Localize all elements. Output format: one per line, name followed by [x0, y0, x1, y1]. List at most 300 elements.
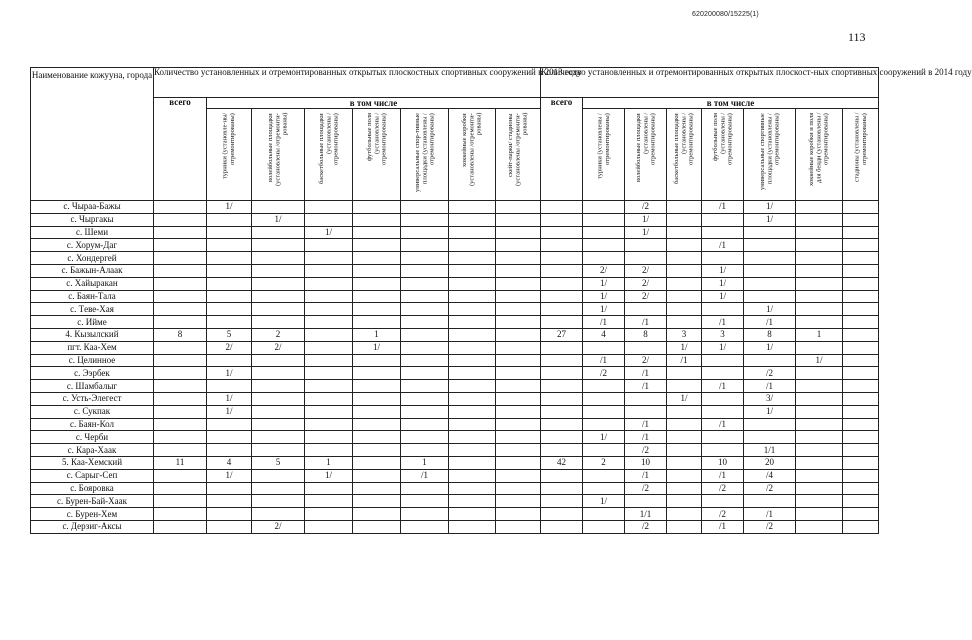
table-cell: /2: [583, 367, 625, 380]
table-cell: [843, 213, 879, 226]
table-cell: /1: [702, 316, 744, 329]
table-cell: [541, 226, 583, 239]
header-col-2013-universal: [401, 109, 449, 201]
table-cell: [305, 520, 353, 533]
table-cell: [449, 354, 496, 367]
table-cell: [154, 239, 207, 252]
header-col-2013-football: [353, 109, 401, 201]
table-cell: 2/: [625, 354, 667, 367]
table-cell: 1/: [305, 226, 353, 239]
table-cell: [207, 226, 252, 239]
table-cell: [449, 264, 496, 277]
header-including-2013: в том числе: [207, 98, 541, 109]
table-cell: [401, 444, 449, 457]
table-cell: [401, 213, 449, 226]
table-row: [31, 482, 879, 495]
table-cell: [796, 316, 843, 329]
table-cell: [667, 226, 702, 239]
table-cell: /1: [702, 201, 744, 214]
table-cell: [401, 508, 449, 521]
table-cell: [625, 252, 667, 265]
table-cell: 5: [207, 328, 252, 341]
table-cell: 1/: [667, 392, 702, 405]
table-cell: [154, 303, 207, 316]
table-cell: [207, 444, 252, 457]
table-cell: [353, 316, 401, 329]
table-cell: 1/: [583, 290, 625, 303]
table-row: [31, 303, 879, 316]
row-name: с. Шамбалыг: [31, 380, 154, 393]
table-cell: [252, 290, 305, 303]
table-cell: /1: [702, 380, 744, 393]
row-name: с. Бурен-Бай-Хаак: [31, 495, 154, 508]
table-cell: /1: [625, 431, 667, 444]
table-cell: /1: [702, 469, 744, 482]
table-cell: [353, 520, 401, 533]
table-cell: [401, 482, 449, 495]
table-cell: 2/: [583, 264, 625, 277]
table-row: [31, 328, 879, 341]
table-cell: 1/: [744, 341, 796, 354]
table-cell: 20: [744, 456, 796, 469]
table-cell: /1: [744, 316, 796, 329]
table-cell: [796, 213, 843, 226]
table-cell: [449, 469, 496, 482]
table-cell: [207, 431, 252, 444]
table-cell: [154, 444, 207, 457]
table-cell: 2: [252, 328, 305, 341]
table-cell: [843, 444, 879, 457]
table-cell: [449, 328, 496, 341]
table-cell: 1/: [305, 469, 353, 482]
table-cell: [154, 277, 207, 290]
table-cell: /1: [625, 380, 667, 393]
table-cell: 1/: [583, 431, 625, 444]
table-row: [31, 201, 879, 214]
row-name: с. Кара-Хаак: [31, 444, 154, 457]
table-cell: [496, 226, 541, 239]
table-cell: [541, 520, 583, 533]
table-cell: [667, 495, 702, 508]
table-cell: 1: [796, 328, 843, 341]
table-cell: [583, 226, 625, 239]
table-cell: 11: [154, 456, 207, 469]
table-cell: [401, 367, 449, 380]
header-col-label: турники (установлены /отремонтированы): [596, 113, 611, 179]
table-body: [31, 201, 879, 534]
table-cell: [744, 354, 796, 367]
table-cell: [305, 508, 353, 521]
table-cell: 1/: [625, 226, 667, 239]
table-cell: /2: [625, 444, 667, 457]
row-name: с. Баян-Кол: [31, 418, 154, 431]
row-name: с. Бурен-Хем: [31, 508, 154, 521]
table-cell: 1/: [583, 495, 625, 508]
table-cell: /1: [667, 354, 702, 367]
table-cell: [353, 392, 401, 405]
header-col-label: хоккейные коробки (установлены /отремонти-рованы): [461, 113, 483, 186]
table-cell: [305, 239, 353, 252]
table-row: [31, 341, 879, 354]
table-cell: [583, 469, 625, 482]
table-cell: /1: [625, 418, 667, 431]
table-cell: [796, 392, 843, 405]
table-cell: [583, 405, 625, 418]
table-cell: [252, 508, 305, 521]
table-cell: [796, 431, 843, 444]
table-cell: [353, 201, 401, 214]
table-cell: [843, 431, 879, 444]
table-cell: [252, 239, 305, 252]
table-row: [31, 252, 879, 265]
table-cell: [252, 303, 305, 316]
row-name: пгт. Каа-Хем: [31, 341, 154, 354]
table-cell: [154, 418, 207, 431]
table-cell: [207, 482, 252, 495]
table-cell: [796, 252, 843, 265]
table-cell: [541, 380, 583, 393]
table-cell: [843, 341, 879, 354]
table-cell: [252, 226, 305, 239]
table-cell: [401, 418, 449, 431]
table-cell: 4: [583, 328, 625, 341]
table-cell: [744, 264, 796, 277]
table-cell: [796, 469, 843, 482]
table-cell: [353, 367, 401, 380]
table-cell: 10: [702, 456, 744, 469]
table-cell: [401, 431, 449, 444]
table-cell: [449, 482, 496, 495]
table-cell: [401, 495, 449, 508]
table-cell: [583, 392, 625, 405]
table-cell: /1: [702, 239, 744, 252]
row-name: с. Хорум-Даг: [31, 239, 154, 252]
table-cell: /1: [625, 316, 667, 329]
table-cell: [401, 341, 449, 354]
table-row: [31, 456, 879, 469]
table-cell: [449, 316, 496, 329]
table-cell: [449, 226, 496, 239]
table-cell: [401, 380, 449, 393]
table-cell: [401, 354, 449, 367]
table-cell: [154, 405, 207, 418]
table-cell: 1: [353, 328, 401, 341]
table-cell: [541, 431, 583, 444]
header-group-2013: Количество установленных и отремонтированных открытых плоскостных спортивных сооружений в 2013 году: [154, 68, 541, 98]
table-cell: 2/: [207, 341, 252, 354]
table-cell: [625, 405, 667, 418]
table-cell: /1: [625, 469, 667, 482]
table-cell: [207, 213, 252, 226]
table-cell: /1: [744, 508, 796, 521]
table-cell: [449, 239, 496, 252]
table-cell: [353, 431, 401, 444]
table-cell: 2/: [625, 277, 667, 290]
table-cell: [796, 456, 843, 469]
table-cell: [667, 405, 702, 418]
table-cell: [305, 482, 353, 495]
table-cell: [449, 213, 496, 226]
table-cell: [401, 277, 449, 290]
table-cell: [353, 290, 401, 303]
table-cell: [667, 367, 702, 380]
table-cell: [496, 264, 541, 277]
row-name: с. Ээрбек: [31, 367, 154, 380]
table-cell: [796, 264, 843, 277]
sports-facilities-table: [30, 67, 972, 534]
table-row: [31, 520, 879, 533]
header-total-2013: всего: [154, 98, 207, 201]
table-cell: [796, 239, 843, 252]
table-cell: [843, 405, 879, 418]
table-cell: [744, 495, 796, 508]
table-cell: [353, 469, 401, 482]
table-cell: [353, 277, 401, 290]
table-cell: [207, 277, 252, 290]
table-cell: [541, 316, 583, 329]
row-name: с. Усть-Элегест: [31, 392, 154, 405]
row-name: с. Чыраа-Бажы: [31, 201, 154, 214]
table-cell: 8: [625, 328, 667, 341]
table-cell: [541, 444, 583, 457]
table-cell: [702, 444, 744, 457]
table-cell: [401, 239, 449, 252]
table-cell: [353, 482, 401, 495]
table-cell: [702, 303, 744, 316]
table-cell: [154, 354, 207, 367]
table-cell: 2/: [625, 290, 667, 303]
table-cell: [496, 418, 541, 431]
table-row: [31, 226, 879, 239]
table-cell: [154, 316, 207, 329]
table-cell: [744, 239, 796, 252]
table-cell: [154, 392, 207, 405]
table-cell: [207, 508, 252, 521]
table-row: [31, 264, 879, 277]
table-cell: [252, 405, 305, 418]
table-row: [31, 405, 879, 418]
table-row: [31, 316, 879, 329]
table-cell: [541, 201, 583, 214]
table-cell: [207, 290, 252, 303]
table-cell: [667, 380, 702, 393]
header-col-label: футбольные поля (установлены /отремонтированы): [365, 113, 388, 165]
table-cell: [305, 252, 353, 265]
table-cell: /2: [702, 508, 744, 521]
table-cell: [541, 495, 583, 508]
table-cell: [496, 469, 541, 482]
header-col-label: волейбольные площадки (установлены /отремонти-рованы): [267, 113, 289, 186]
table-cell: [667, 508, 702, 521]
table-cell: [667, 456, 702, 469]
table-cell: [154, 252, 207, 265]
table-cell: [305, 290, 353, 303]
table-cell: [667, 290, 702, 303]
table-cell: [541, 264, 583, 277]
table-cell: 1/: [744, 303, 796, 316]
table-cell: [843, 303, 879, 316]
table-cell: 4: [207, 456, 252, 469]
table-cell: [667, 239, 702, 252]
table-cell: [496, 508, 541, 521]
table-cell: 10: [625, 456, 667, 469]
table-cell: [305, 213, 353, 226]
table-cell: [353, 239, 401, 252]
table-row: [31, 290, 879, 303]
table-cell: [401, 520, 449, 533]
header-col-label: универсальные спор-тивные площадки (установлены /отремонтированы): [413, 113, 436, 192]
table-cell: [252, 367, 305, 380]
table-cell: [583, 444, 625, 457]
table-cell: [625, 303, 667, 316]
header-col-label: скейт-парки/ стадионы (установлены /отремонти-рованы): [507, 113, 529, 186]
header-col-label: универсальные спортивные площадки (установлены /отремонтированы): [758, 113, 781, 190]
table-cell: [353, 405, 401, 418]
table-cell: [583, 239, 625, 252]
table-cell: [843, 354, 879, 367]
table-cell: [207, 418, 252, 431]
table-cell: [667, 418, 702, 431]
table-cell: [252, 392, 305, 405]
header-row-groups: [31, 68, 879, 98]
table-cell: /1: [702, 520, 744, 533]
table-cell: 1: [305, 456, 353, 469]
table-cell: [252, 444, 305, 457]
table-row: [31, 354, 879, 367]
table-cell: [667, 277, 702, 290]
header-col-label: стадионы (установлены /отремонтированы): [853, 113, 868, 183]
table-cell: [843, 508, 879, 521]
table-cell: [744, 226, 796, 239]
header-col-2013-basketball: [305, 109, 353, 201]
table-cell: 2/: [625, 264, 667, 277]
table-cell: [702, 252, 744, 265]
table-cell: [583, 213, 625, 226]
header-including-2014: в том числе: [583, 98, 879, 109]
table-cell: [583, 418, 625, 431]
header-col-2014-universal: [744, 109, 796, 201]
header-group-2014: Количество установленных и отремонтированных открытых плоскост-ных спортивных сооружений в 2014 году: [541, 68, 879, 98]
table-cell: [401, 303, 449, 316]
table-cell: [796, 367, 843, 380]
table-cell: [305, 444, 353, 457]
table-cell: [207, 495, 252, 508]
table-cell: [154, 341, 207, 354]
table-cell: 5: [252, 456, 305, 469]
table-cell: 3/: [744, 392, 796, 405]
row-name: с. Бояровка: [31, 482, 154, 495]
table-cell: 1/: [702, 264, 744, 277]
table-cell: [496, 444, 541, 457]
table-cell: [541, 213, 583, 226]
table-cell: 1/: [702, 277, 744, 290]
table-cell: [625, 239, 667, 252]
row-name: с. Тeве-Хая: [31, 303, 154, 316]
table-row: [31, 239, 879, 252]
table-cell: 1/1: [744, 444, 796, 457]
table-cell: [449, 290, 496, 303]
table-cell: [305, 354, 353, 367]
row-name: с. Ийме: [31, 316, 154, 329]
row-name: 4. Кызылский: [31, 328, 154, 341]
table-cell: [154, 290, 207, 303]
table-cell: [353, 226, 401, 239]
table-row: [31, 367, 879, 380]
table-cell: [496, 482, 541, 495]
table-cell: [796, 418, 843, 431]
table-cell: [353, 456, 401, 469]
table-cell: 42: [541, 456, 583, 469]
table-cell: [154, 264, 207, 277]
table-cell: [252, 431, 305, 444]
table-cell: 27: [541, 328, 583, 341]
table-cell: [305, 264, 353, 277]
table-cell: [843, 392, 879, 405]
table-cell: 1/: [207, 405, 252, 418]
table-cell: [252, 201, 305, 214]
header-col-2014-basketball: [667, 109, 702, 201]
table-cell: [667, 252, 702, 265]
table-cell: [154, 482, 207, 495]
row-name: с. Чыргакы: [31, 213, 154, 226]
table-cell: [667, 520, 702, 533]
table-cell: [353, 444, 401, 457]
table-cell: [541, 392, 583, 405]
table-cell: [305, 277, 353, 290]
table-cell: [667, 201, 702, 214]
table-cell: [796, 303, 843, 316]
table-cell: [843, 226, 879, 239]
table-cell: [796, 508, 843, 521]
table-cell: [796, 495, 843, 508]
table-cell: [541, 239, 583, 252]
table-cell: [305, 495, 353, 508]
table-cell: [305, 418, 353, 431]
table-cell: 8: [744, 328, 796, 341]
table-cell: [252, 277, 305, 290]
table-cell: [496, 239, 541, 252]
table-cell: [496, 290, 541, 303]
table-row: [31, 380, 879, 393]
header-col-2013-hockey: [449, 109, 496, 201]
table-cell: [401, 201, 449, 214]
table-cell: [207, 316, 252, 329]
table-cell: 1/: [625, 213, 667, 226]
table-cell: [541, 252, 583, 265]
row-name: с. Дерзиг-Аксы: [31, 520, 154, 533]
table-cell: [154, 469, 207, 482]
table-cell: [207, 303, 252, 316]
header-col-2014-bars: [583, 109, 625, 201]
table-cell: [154, 367, 207, 380]
table-cell: [702, 495, 744, 508]
table-row: [31, 508, 879, 521]
table-cell: [496, 495, 541, 508]
header-col-2014-volleyball: [625, 109, 667, 201]
table-cell: [583, 341, 625, 354]
table-cell: [252, 264, 305, 277]
table-cell: [541, 469, 583, 482]
row-name: с. Шеми: [31, 226, 154, 239]
table-cell: 1/: [207, 392, 252, 405]
table-cell: [401, 405, 449, 418]
table-cell: [583, 201, 625, 214]
table-cell: 1/: [744, 201, 796, 214]
table-cell: /2: [702, 482, 744, 495]
table-cell: [843, 495, 879, 508]
table-cell: [496, 201, 541, 214]
table-cell: [667, 444, 702, 457]
